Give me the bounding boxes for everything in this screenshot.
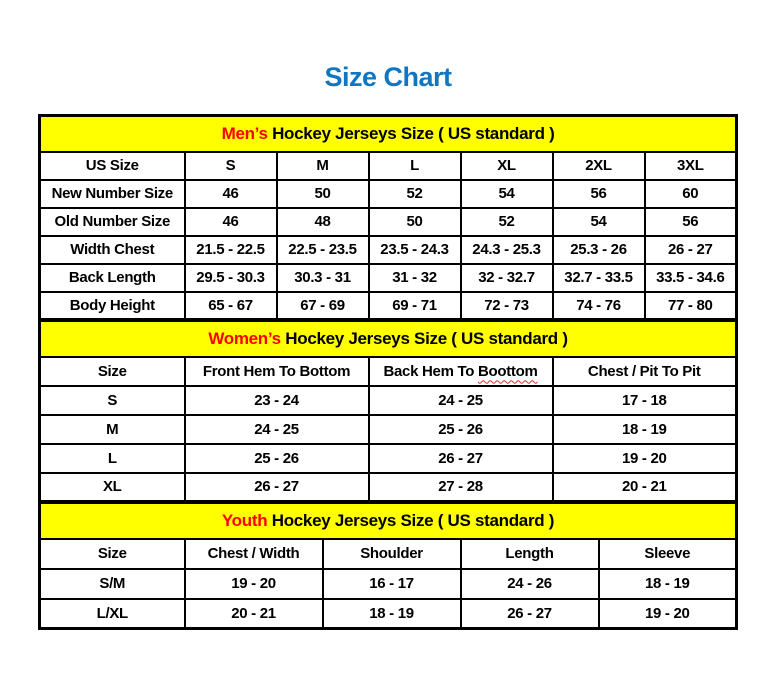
mens-col-header: 2XL bbox=[553, 152, 645, 180]
table-row bbox=[40, 444, 737, 473]
mens-cell: 54 bbox=[461, 180, 553, 208]
mens-section-title bbox=[40, 116, 737, 152]
table-row bbox=[40, 292, 737, 320]
womens-cell: 20 - 21 bbox=[553, 473, 737, 502]
youth-cell: 26 - 27 bbox=[461, 599, 599, 629]
mens-row-label: Width Chest bbox=[40, 236, 185, 264]
size-chart-tables bbox=[38, 114, 735, 630]
mens-cell: 32 - 32.7 bbox=[461, 264, 553, 292]
youth-row-label: S/M bbox=[40, 569, 185, 599]
womens-row-label: S bbox=[40, 386, 185, 415]
mens-row-label: Back Length bbox=[40, 264, 185, 292]
mens-section-header bbox=[40, 116, 737, 152]
mens-column-header-row bbox=[40, 152, 737, 180]
youth-row-label: L/XL bbox=[40, 599, 185, 629]
table-row bbox=[40, 569, 737, 599]
table-row bbox=[40, 236, 737, 264]
mens-cell: 50 bbox=[369, 208, 461, 236]
mens-cell: 50 bbox=[277, 180, 369, 208]
mens-section-title-red: Men’s bbox=[221, 123, 268, 143]
youth-cell: 20 - 21 bbox=[185, 599, 323, 629]
table-row bbox=[40, 180, 737, 208]
youth-cell: 18 - 19 bbox=[599, 569, 737, 599]
mens-cell: 25.3 - 26 bbox=[553, 236, 645, 264]
mens-cell: 72 - 73 bbox=[461, 292, 553, 320]
mens-cell: 29.5 - 30.3 bbox=[185, 264, 277, 292]
youth-cell: 19 - 20 bbox=[599, 599, 737, 629]
womens-col-header-prefix: Back Hem To bbox=[383, 362, 478, 380]
youth-section-title bbox=[40, 503, 737, 539]
mens-cell: 65 - 67 bbox=[185, 292, 277, 320]
page-title: Size Chart bbox=[324, 62, 452, 92]
table-row bbox=[40, 264, 737, 292]
womens-cell: 19 - 20 bbox=[553, 444, 737, 473]
mens-cell: 22.5 - 23.5 bbox=[277, 236, 369, 264]
mens-row-label: Old Number Size bbox=[40, 208, 185, 236]
mens-size-table bbox=[38, 114, 738, 321]
womens-col-header bbox=[369, 357, 553, 386]
mens-cell: 30.3 - 31 bbox=[277, 264, 369, 292]
womens-section-title-rest: Hockey Jerseys Size ( US standard ) bbox=[280, 328, 568, 348]
mens-row-label: New Number Size bbox=[40, 180, 185, 208]
womens-cell: 24 - 25 bbox=[369, 386, 553, 415]
womens-cell: 25 - 26 bbox=[185, 444, 369, 473]
youth-col-header: Sleeve bbox=[599, 539, 737, 569]
womens-cell: 26 - 27 bbox=[369, 444, 553, 473]
womens-col-header: Size bbox=[40, 357, 185, 386]
mens-cell: 54 bbox=[553, 208, 645, 236]
mens-cell: 46 bbox=[185, 208, 277, 236]
mens-cell: 56 bbox=[645, 208, 737, 236]
womens-size-table bbox=[38, 319, 738, 503]
youth-col-header: Chest / Width bbox=[185, 539, 323, 569]
youth-section-header bbox=[40, 503, 737, 539]
mens-section-title-rest: Hockey Jerseys Size ( US standard ) bbox=[267, 123, 555, 143]
youth-col-header: Shoulder bbox=[323, 539, 461, 569]
womens-cell: 27 - 28 bbox=[369, 473, 553, 502]
youth-cell: 16 - 17 bbox=[323, 569, 461, 599]
mens-cell: 52 bbox=[461, 208, 553, 236]
womens-row-label: M bbox=[40, 415, 185, 444]
youth-size-table bbox=[38, 501, 738, 630]
mens-cell: 74 - 76 bbox=[553, 292, 645, 320]
womens-cell: 23 - 24 bbox=[185, 386, 369, 415]
youth-section-title-rest: Hockey Jerseys Size ( US standard ) bbox=[267, 510, 555, 530]
womens-cell: 24 - 25 bbox=[185, 415, 369, 444]
mens-cell: 24.3 - 25.3 bbox=[461, 236, 553, 264]
womens-col-header-misspelled-word: Boottom bbox=[477, 362, 538, 380]
table-row bbox=[40, 386, 737, 415]
table-row bbox=[40, 208, 737, 236]
mens-cell: 33.5 - 34.6 bbox=[645, 264, 737, 292]
womens-col-header: Chest / Pit To Pit bbox=[553, 357, 737, 386]
youth-cell: 18 - 19 bbox=[323, 599, 461, 629]
mens-cell: 60 bbox=[645, 180, 737, 208]
womens-row-label: XL bbox=[40, 473, 185, 502]
mens-cell: 23.5 - 24.3 bbox=[369, 236, 461, 264]
mens-col-header: L bbox=[369, 152, 461, 180]
womens-cell: 17 - 18 bbox=[553, 386, 737, 415]
womens-cell: 18 - 19 bbox=[553, 415, 737, 444]
youth-cell: 19 - 20 bbox=[185, 569, 323, 599]
youth-cell: 24 - 26 bbox=[461, 569, 599, 599]
womens-column-header-row bbox=[40, 357, 737, 386]
mens-cell: 52 bbox=[369, 180, 461, 208]
mens-cell: 56 bbox=[553, 180, 645, 208]
youth-col-header: Length bbox=[461, 539, 599, 569]
womens-section-title bbox=[40, 321, 737, 357]
womens-cell: 25 - 26 bbox=[369, 415, 553, 444]
mens-cell: 67 - 69 bbox=[277, 292, 369, 320]
mens-cell: 31 - 32 bbox=[369, 264, 461, 292]
mens-col-header: 3XL bbox=[645, 152, 737, 180]
mens-row-label: Body Height bbox=[40, 292, 185, 320]
table-row bbox=[40, 415, 737, 444]
mens-cell: 69 - 71 bbox=[369, 292, 461, 320]
mens-cell: 32.7 - 33.5 bbox=[553, 264, 645, 292]
womens-cell: 26 - 27 bbox=[185, 473, 369, 502]
youth-section-title-red: Youth bbox=[221, 510, 268, 530]
womens-section-title-red: Women’s bbox=[208, 328, 281, 348]
womens-col-header: Front Hem To Bottom bbox=[185, 357, 369, 386]
table-row bbox=[40, 599, 737, 629]
mens-col-header: S bbox=[185, 152, 277, 180]
mens-col-header: US Size bbox=[40, 152, 185, 180]
mens-col-header: M bbox=[277, 152, 369, 180]
mens-cell: 21.5 - 22.5 bbox=[185, 236, 277, 264]
womens-section-header bbox=[40, 321, 737, 357]
mens-col-header: XL bbox=[461, 152, 553, 180]
table-row bbox=[40, 473, 737, 502]
mens-cell: 48 bbox=[277, 208, 369, 236]
womens-row-label: L bbox=[40, 444, 185, 473]
mens-cell: 77 - 80 bbox=[645, 292, 737, 320]
youth-col-header: Size bbox=[40, 539, 185, 569]
mens-cell: 46 bbox=[185, 180, 277, 208]
youth-column-header-row bbox=[40, 539, 737, 569]
mens-cell: 26 - 27 bbox=[645, 236, 737, 264]
